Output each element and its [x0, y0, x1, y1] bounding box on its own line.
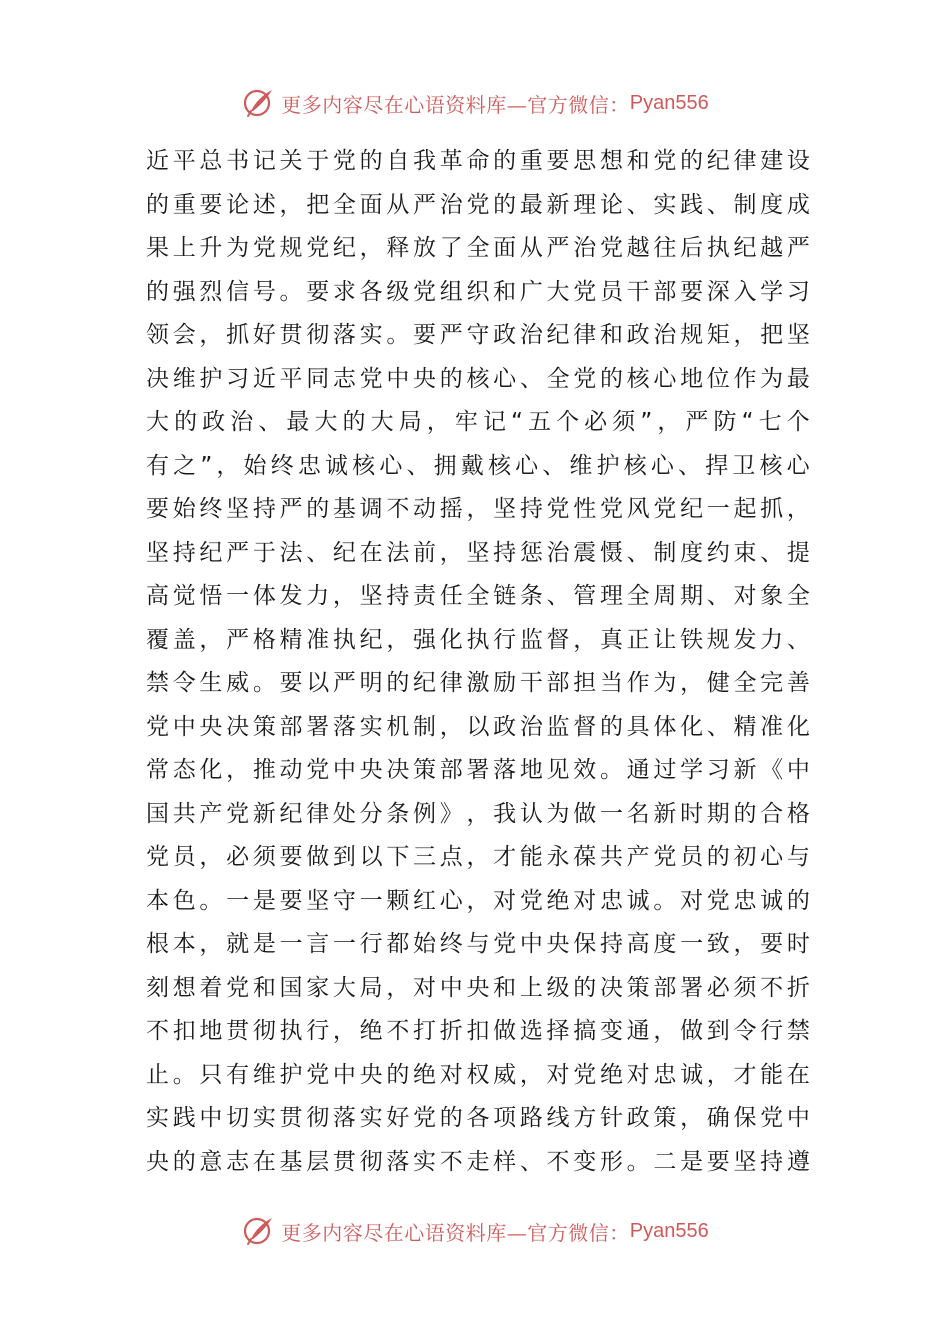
- quill-pen-icon: [241, 85, 277, 121]
- paragraph-line: 近 平 总 书 记 关 于 党 的 自 我 革 命 的 重 要 思 想 和 党 的 纪 律 建 设: [146, 148, 810, 174]
- paragraph-line: 止 。 只 有 维 护 党 中 央 的 绝 对 权 威 ， 对 党 绝 对 忠 诚 ， 才 能 在: [146, 1061, 810, 1088]
- wechat-handle: Pyan556: [629, 1219, 709, 1242]
- paragraph-line: 央 的 意 志 在 基 层 贯 彻 落 实 不 走 样 、 不 变 形 。 二 是 要 坚 持 遵: [146, 1148, 810, 1175]
- banner-text: 更多内容尽在心语资料库—官方微信：: [281, 92, 630, 117]
- paragraph-line: 党 员 ， 必 须 要 做 到 以 下 三 点 ， 才 能 永 葆 共 产 党 员 的 初 心 与: [146, 844, 810, 870]
- banner-text: 更多内容尽在心语资料库—官方微信：: [281, 1220, 630, 1245]
- paragraph-line: 根 本 ， 就 是 一 言 一 行 都 始 终 与 党 中 央 保 持 高 度 一 致 ， 要 时: [146, 931, 810, 957]
- paragraph-line: 高 觉 悟 一 体 发 力 ， 坚 持 责 任 全 链 条 、 管 理 全 周 期 、 对 象 全: [146, 583, 810, 609]
- paragraph-line: 不 扣 地 贯 彻 执 行 ， 绝 不 打 折 扣 做 选 择 搞 变 通 ， 做 到 令 行 禁: [146, 1018, 810, 1044]
- paragraph-line: 决 维 护 习 近 平 同 志 党 中 央 的 核 心 、 全 党 的 核 心 地 位 作 为 最: [146, 365, 810, 392]
- wechat-handle: Pyan556: [629, 91, 709, 114]
- paragraph-line: 大 的 政 治 、 最 大 的 大 局 ， 牢 记 “ 五 个 必 须 ” ， 严 防 “ 七 个: [146, 409, 810, 435]
- paragraph-line: 常 态 化 ， 推 动 党 中 央 决 策 部 署 落 地 见 效 。 通 过 学 习 新 《 中: [146, 757, 810, 783]
- paragraph-line: 刻 想 着 党 和 国 家 大 局 ， 对 中 央 和 上 级 的 决 策 部 署 必 须 不 折: [146, 974, 810, 1001]
- paragraph-line: 坚 持 纪 严 于 法 、 纪 在 法 前 ， 坚 持 惩 治 震 慑 、 制 度 约 束 、 提: [146, 539, 810, 566]
- paragraph-line: 要 始 终 坚 持 严 的 基 调 不 动 摇 ， 坚 持 党 性 党 风 党 纪 一 起 抓 ，: [146, 496, 810, 522]
- document-body: [146, 140, 810, 1184]
- paragraph-line: 禁 令 生 威 。 要 以 严 明 的 纪 律 激 励 干 部 担 当 作 为 ， 健 全 完 善: [146, 670, 810, 696]
- paragraph-line: 的 重 要 论 述 ， 把 全 面 从 严 治 党 的 最 新 理 论 、 实 践 、 制 度 成: [146, 191, 810, 218]
- paragraph-line: 实 践 中 切 实 贯 彻 落 实 好 党 的 各 项 路 线 方 针 政 策 ， 确 保 党 中: [146, 1105, 810, 1131]
- footer-banner: [0, 1211, 950, 1251]
- paragraph-line: 覆 盖 ， 严 格 精 准 执 纪 ， 强 化 执 行 监 督 ， 真 正 让 铁 规 发 力 、: [146, 626, 810, 653]
- paragraph-line: 国 共 产 党 新 纪 律 处 分 条 例 》 ， 我 认 为 做 一 名 新 时 期 的 合 格: [146, 800, 810, 827]
- paragraph-line: 党 中 央 决 策 部 署 落 实 机 制 ， 以 政 治 监 督 的 具 体 化 、 精 准 化: [146, 713, 810, 740]
- paragraph-line: 有 之 ” ， 始 终 忠 诚 核 心 、 拥 戴 核 心 、 维 护 核 心 、 捍 卫 核 心: [146, 452, 810, 479]
- paragraph-line: 本 色 。 一 是 要 坚 守 一 颗 红 心 ， 对 党 绝 对 忠 诚 。 对 党 忠 诚 的: [146, 887, 810, 914]
- quill-pen-icon: [241, 1213, 277, 1249]
- header-banner: [0, 83, 950, 123]
- paragraph-line: 果 上 升 为 党 规 党 纪 ， 释 放 了 全 面 从 严 治 党 越 往 后 执 纪 越 严: [146, 235, 810, 261]
- paragraph-line: 领 会 ， 抓 好 贯 彻 落 实 。 要 严 守 政 治 纪 律 和 政 治 规 矩 ， 把 坚: [146, 322, 810, 348]
- paragraph-line: 的 强 烈 信 号 。 要 求 各 级 党 组 织 和 广 大 党 员 干 部 要 深 入 学 习: [146, 278, 810, 305]
